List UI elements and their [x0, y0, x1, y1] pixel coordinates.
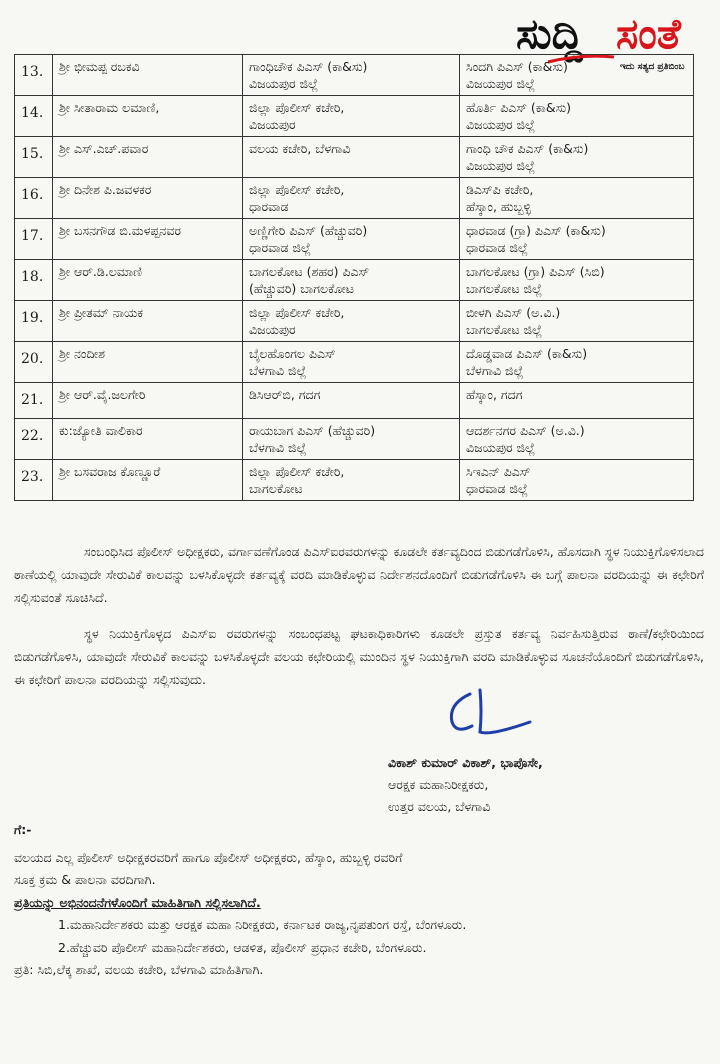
officer-name-cell: ಕು:ಜ್ಯೋತಿ ವಾಲಿಕಾರ [53, 419, 243, 460]
to-line-1: ವಲಯದ ಎಲ್ಲ ಪೊಲೀಸ್ ಅಧೀಕ್ಷಕರವರಿಗೆ ಹಾಗೂ ಪೊಲೀಸ್ ಅಧೀಕ್ಷಕರು, ಹೆಸ್ಕಾಂ, ಹುಬ್ಬಳ್ಳಿ ರವರಿಗೆ [14, 850, 403, 865]
from-station-cell [243, 219, 460, 260]
from-station-line: ವಿಜಯಪುರ ಜಿಲ್ಲೆ [249, 76, 319, 91]
to-station-cell [460, 55, 694, 96]
to-station-line: ವಿಜಯಪುರ ಜಿಲ್ಲೆ [466, 76, 536, 91]
officer-name-cell: ಶ್ರೀ ಬಸವರಾಜ ಕೊಣ್ಣೂರೆ [53, 460, 243, 501]
logo-word-1: ಸುದ್ದಿ [516, 9, 583, 58]
officer-name-cell: ಶ್ರೀ ಭೀಮಪ್ಪ ರಬಕವಿ [53, 55, 243, 96]
table-row [15, 55, 694, 96]
serial-number-cell: 16. [15, 178, 53, 219]
to-station-line: ಹೊರ್ತಿ ಪಿಎಸ್ (ಕಾ&ಸು) [466, 100, 572, 115]
signatory-name: ವಿಕಾಶ್ ಕುಮಾರ್ ವಿಕಾಶ್, ಭಾಪೊಸೇ, [388, 755, 543, 770]
from-station-line: ಬೈಲಹೊಂಗಲ ಪಿಎಸ್ [249, 346, 336, 361]
table-row [15, 96, 694, 137]
serial-number-cell: 20. [15, 342, 53, 383]
from-station-line: ಜಿಲ್ಲಾ ಪೊಲೀಸ್ ಕಚೇರಿ, [249, 182, 345, 197]
from-station-cell [243, 419, 460, 460]
to-station-cell [460, 178, 694, 219]
to-station-cell [460, 219, 694, 260]
copy-recipient-1: 1.ಮಹಾನಿರ್ದೇಶಕರು ಮತ್ತು ಆರಕ್ಷಕ ಮಹಾ ನಿರೀಕ್ಷಕರು, ಕರ್ನಾಟಕ ರಾಜ್ಯ,ನೃಪತುಂಗ ರಸ್ತೆ, ಬೆಂಗಳೂರು. [58, 917, 467, 932]
to-station-line: ಬಾಗಲಕೋಟ ಜಿಲ್ಲೆ [466, 322, 543, 337]
to-station-line: ವಿಜಯಪುರ ಜಿಲ್ಲೆ [466, 440, 536, 455]
office-copy: ಪ್ರತಿ: ಸಿಬಿ,ಲೆಕ್ಕ ಶಾಖೆ, ವಲಯ ಕಚೇರಿ, ಬೆಳಗಾವಿ ಮಾಹಿತಿಗಾಗಿ. [14, 962, 264, 977]
to-station-line: ವಿಜಯಪುರ ಜಿಲ್ಲೆ [466, 158, 536, 173]
from-station-line: ಅಣ್ಣಿಗೇರಿ ಪಿಎಸ್ (ಹೆಚ್ಚುವರಿ) [249, 223, 368, 238]
from-station-line: ಬಾಗಲಕೋಟ [249, 481, 303, 496]
to-station-line: ಸಿಂದಗಿ ಪಿಎಸ್ (ಕಾ&ಸು) [466, 59, 568, 74]
to-station-line: ಸಿಇಎನ್ ಪಿಎಸ್ [466, 464, 531, 479]
from-station-cell [243, 301, 460, 342]
to-station-line: ಬೀಳಗಿ ಪಿಎಸ್ (ಅ.ವಿ.) [466, 305, 561, 320]
table-row [15, 219, 694, 260]
officer-name-cell: ಶ್ರೀ ಆರ್.ಡಿ.ಲಮಾಣಿ [53, 260, 243, 301]
serial-number-cell: 18. [15, 260, 53, 301]
to-station-cell [460, 419, 694, 460]
to-station-line: ದೊಡ್ಡವಾಡ ಪಿಎಸ್ (ಕಾ&ಸು) [466, 346, 588, 361]
to-station-line: ಬೆಳಗಾವಿ ಜಿಲ್ಲೆ [466, 363, 524, 378]
from-station-cell [243, 460, 460, 501]
from-station-line: ಬೆಳಗಾವಿ ಜಿಲ್ಲೆ [249, 440, 307, 455]
serial-number-cell: 22. [15, 419, 53, 460]
to-station-cell [460, 460, 694, 501]
to-station-cell [460, 96, 694, 137]
copy-recipient-2: 2.ಹೆಚ್ಚುವರಿ ಪೊಲೀಸ್ ಮಹಾನಿರ್ದೇಶಕರು, ಆಡಳಿತ, ಪೊಲೀಸ್ ಪ್ರಧಾನ ಕಚೇರಿ, ಬೆಂಗಳೂರು. [58, 940, 427, 955]
from-station-cell [243, 342, 460, 383]
signature [430, 682, 540, 742]
logo-tagline: ಇದು ಸತ್ಯದ ಪ್ರತಿಬಿಂಬ [620, 62, 685, 72]
from-station-line: ಗಾಂಧಿಚೌಕ ಪಿಎಸ್ (ಕಾ&ಸು) [249, 59, 368, 74]
table-row [15, 178, 694, 219]
serial-number-cell: 17. [15, 219, 53, 260]
instruction-paragraph-1: ಸಂಬಂಧಿಸಿದ ಪೊಲೀಸ್ ಅಧೀಕ್ಷಕರು, ವರ್ಗಾವಣೆಗೊಂಡ ಪಿಎಸ್‌ಐರವರುಗಳನ್ನು ಕೂಡಲೇ ಕರ್ತವ್ಯದಿಂದ ಬಿಡುಗಡೆಗೊಳಿಸಿ, ಹೊಸದಾಗಿ ಸ್ಥಳ ನಿಯುಕ್ತಿಗೊಳಿಸಲಾದ ಠಾಣೆಯಲ್ಲಿ ಯಾವುದೇ ಸೇರುವಿಕೆ ಕಾಲವನ್ನು ಬಳಸಿಕೊಳ್ಳದೇ ಕರ್ತವ್ಯಕ್ಕೆ ವರದಿ ಮಾಡಿಕೊಳ್ಳುವ ನಿರ್ದೇಶನದೊಂದಿಗೆ ಬಿಡುಗಡೆಗೊಳಿಸಿ ಈ ಬಗ್ಗೆ ಪಾಲನಾ ವರದಿಯನ್ನು ಈ ಕಛೇರಿಗೆ ಸಲ್ಲಿಸುವಂತೆ ಸೂಚಿಸಿದೆ. [14, 544, 704, 605]
from-station-cell [243, 178, 460, 219]
from-station-line: ವಿಜಯಪುರ [249, 117, 296, 132]
table-row [15, 137, 694, 178]
from-station-line: ಬೆಳಗಾವಿ ಜಿಲ್ಲೆ [249, 363, 307, 378]
to-station-line: ಡಿಎಸ್‌ಪಿ ಕಚೇರಿ, [466, 182, 534, 197]
from-station-cell [243, 137, 460, 178]
officer-name-cell: ಶ್ರೀ ಬಸನಗೌಡ ಬಿ.ಮಳಪ್ಪನವರ [53, 219, 243, 260]
to-station-line: ಹೆಸ್ಕಾಂ, ಗದಗ [466, 387, 523, 402]
signatory-office: ಉತ್ತರ ವಲಯ, ಬೆಳಗಾವಿ [388, 799, 491, 814]
transfer-table [14, 54, 694, 501]
to-station-cell [460, 260, 694, 301]
to-station-line: ವಿಜಯಪುರ ಜಿಲ್ಲೆ [466, 117, 536, 132]
from-station-line: (ಹೆಚ್ಚುವರಿ) ಬಾಗಲಕೋಟ [249, 281, 354, 296]
signatory-designation: ಆರಕ್ಷಕ ಮಹಾನಿರೀಕ್ಷಕರು, [388, 777, 489, 792]
officer-name-cell: ಶ್ರೀ ದಿನೇಶ ಪಿ.ಜವಳಕರ [53, 178, 243, 219]
to-station-line: ಹೆಸ್ಕಾಂ, ಹುಬ್ಬಳ್ಳಿ [466, 199, 532, 214]
copy-heading: ಪ್ರತಿಯನ್ನು ಅಭಿನಂದನೆಗಳೊಂದಿಗೆ ಮಾಹಿತಿಗಾಗಿ ಸಲ್ಲಿಸಲಾಗಿದೆ. [14, 895, 261, 910]
serial-number-cell: 13. [15, 55, 53, 96]
serial-number-cell: 14. [15, 96, 53, 137]
to-station-cell [460, 301, 694, 342]
to-heading: ಗೆ:- [14, 822, 32, 837]
to-station-line: ಬಾಗಲಕೋಟ ಜಿಲ್ಲೆ [466, 281, 543, 296]
from-station-cell [243, 55, 460, 96]
instruction-paragraph-2: ಸ್ಥಳ ನಿಯುಕ್ತಿಗೊಳ್ಳದ ಪಿಎಸ್‌ಐ ರವರುಗಳನ್ನು ಸಂಬಂಧಪಟ್ಟ ಘಟಕಾಧಿಕಾರಿಗಳು ಕೂಡಲೇ ಪ್ರಸ್ತುತ ಕರ್ತವ್ಯ ನಿರ್ವಹಿಸುತ್ತಿರುವ ಠಾಣೆ/ಕಛೇರಿಯಿಂದ ಬಿಡುಗಡೆಗೊಳಿಸಿ, ಯಾವುದೇ ಸೇರುವಿಕೆ ಕಾಲವನ್ನು ಬಳಸಿಕೊಳ್ಳದೇ ವಲಯ ಕಛೇರಿಯಲ್ಲಿ ಮುಂದಿನ ಸ್ಥಳ ನಿಯುಕ್ತಿಗಾಗಿ ವರದಿ ಮಾಡಿಕೊಳ್ಳುವ ಸೂಚನೆಯೊಂದಿಗೆ ಬಿಡುಗಡೆಗೊಳಿಸಿ, ಈ ಕಛೇರಿಗೆ ಪಾಲನಾ ವರದಿಯನ್ನು ಸಲ್ಲಿಸುವುದು. [14, 626, 704, 687]
to-station-line: ಧಾರವಾಡ ಜಿಲ್ಲೆ [466, 240, 528, 255]
from-station-line: ವಿಜಯಪುರ [249, 322, 296, 337]
to-line-2: ಸೂಕ್ತ ಕ್ರಮ & ಪಾಲನಾ ವರದಿಗಾಗಿ. [14, 872, 156, 887]
table-row [15, 301, 694, 342]
officer-name-cell: ಶ್ರೀ ನಂದೀಶ [53, 342, 243, 383]
to-station-line: ಧಾರವಾಡ ಜಿಲ್ಲೆ [466, 481, 528, 496]
from-station-line: ಜಿಲ್ಲಾ ಪೊಲೀಸ್ ಕಚೇರಿ, [249, 305, 345, 320]
to-station-cell [460, 137, 694, 178]
table-row [15, 419, 694, 460]
to-station-line: ಧಾರವಾಡ (ಗ್ರಾ) ಪಿಎಸ್ (ಕಾ&ಸು) [466, 223, 606, 238]
officer-name-cell: ಶ್ರೀ ಪ್ರೀತಮ್ ನಾಯಕ [53, 301, 243, 342]
serial-number-cell: 15. [15, 137, 53, 178]
to-station-cell [460, 342, 694, 383]
table-row [15, 342, 694, 383]
to-station-line: ಆದರ್ಶನಗರ ಪಿಎಸ್ (ಅ.ವಿ.) [466, 423, 585, 438]
logo-word-2: ಸಂತೆ [616, 9, 681, 58]
serial-number-cell: 23. [15, 460, 53, 501]
from-station-line: ಧಾರವಾಡ ಜಿಲ್ಲೆ [249, 240, 311, 255]
from-station-cell [243, 96, 460, 137]
from-station-line: ಡಿಸಿಆರ್‌ಬಿ, ಗದಗ [249, 387, 321, 402]
from-station-line: ಬಾಗಲಕೋಟ (ಶಹರ) ಪಿಎಸ್ [249, 264, 370, 279]
to-station-line: ಬಾಗಲಕೋಟ (ಗ್ರಾ) ಪಿಎಸ್ (ಸಿಬಿ) [466, 264, 605, 279]
from-station-line: ಜಿಲ್ಲಾ ಪೊಲೀಸ್ ಕಚೇರಿ, [249, 464, 345, 479]
officer-name-cell: ಶ್ರೀ ಸೀತಾರಾಮ ಲಮಾಣಿ, [53, 96, 243, 137]
from-station-line: ಜಿಲ್ಲಾ ಪೊಲೀಸ್ ಕಚೇರಿ, [249, 100, 345, 115]
to-station-cell [460, 383, 694, 419]
table-row [15, 383, 694, 419]
from-station-cell [243, 383, 460, 419]
from-station-cell [243, 260, 460, 301]
serial-number-cell: 19. [15, 301, 53, 342]
table-row [15, 460, 694, 501]
to-station-line: ಗಾಂಧಿ ಚೌಕ ಪಿಎಸ್ (ಕಾ&ಸು) [466, 141, 589, 156]
officer-name-cell: ಶ್ರೀ ಆರ್.ವೈ.ಜಲಗೇರಿ [53, 383, 243, 419]
from-station-line: ವಲಯ ಕಚೇರಿ, ಬೆಳಗಾವಿ [249, 141, 351, 156]
signature-block [388, 752, 543, 818]
table-row [15, 260, 694, 301]
officer-name-cell: ಶ್ರೀ ಎಸ್.ಎಚ್.ಪವಾರ [53, 137, 243, 178]
from-station-line: ಧಾರವಾಡ [249, 199, 289, 214]
from-station-line: ರಾಯಬಾಗ ಪಿಎಸ್ (ಹೆಚ್ಚುವರಿ) [249, 423, 376, 438]
serial-number-cell: 21. [15, 383, 53, 419]
